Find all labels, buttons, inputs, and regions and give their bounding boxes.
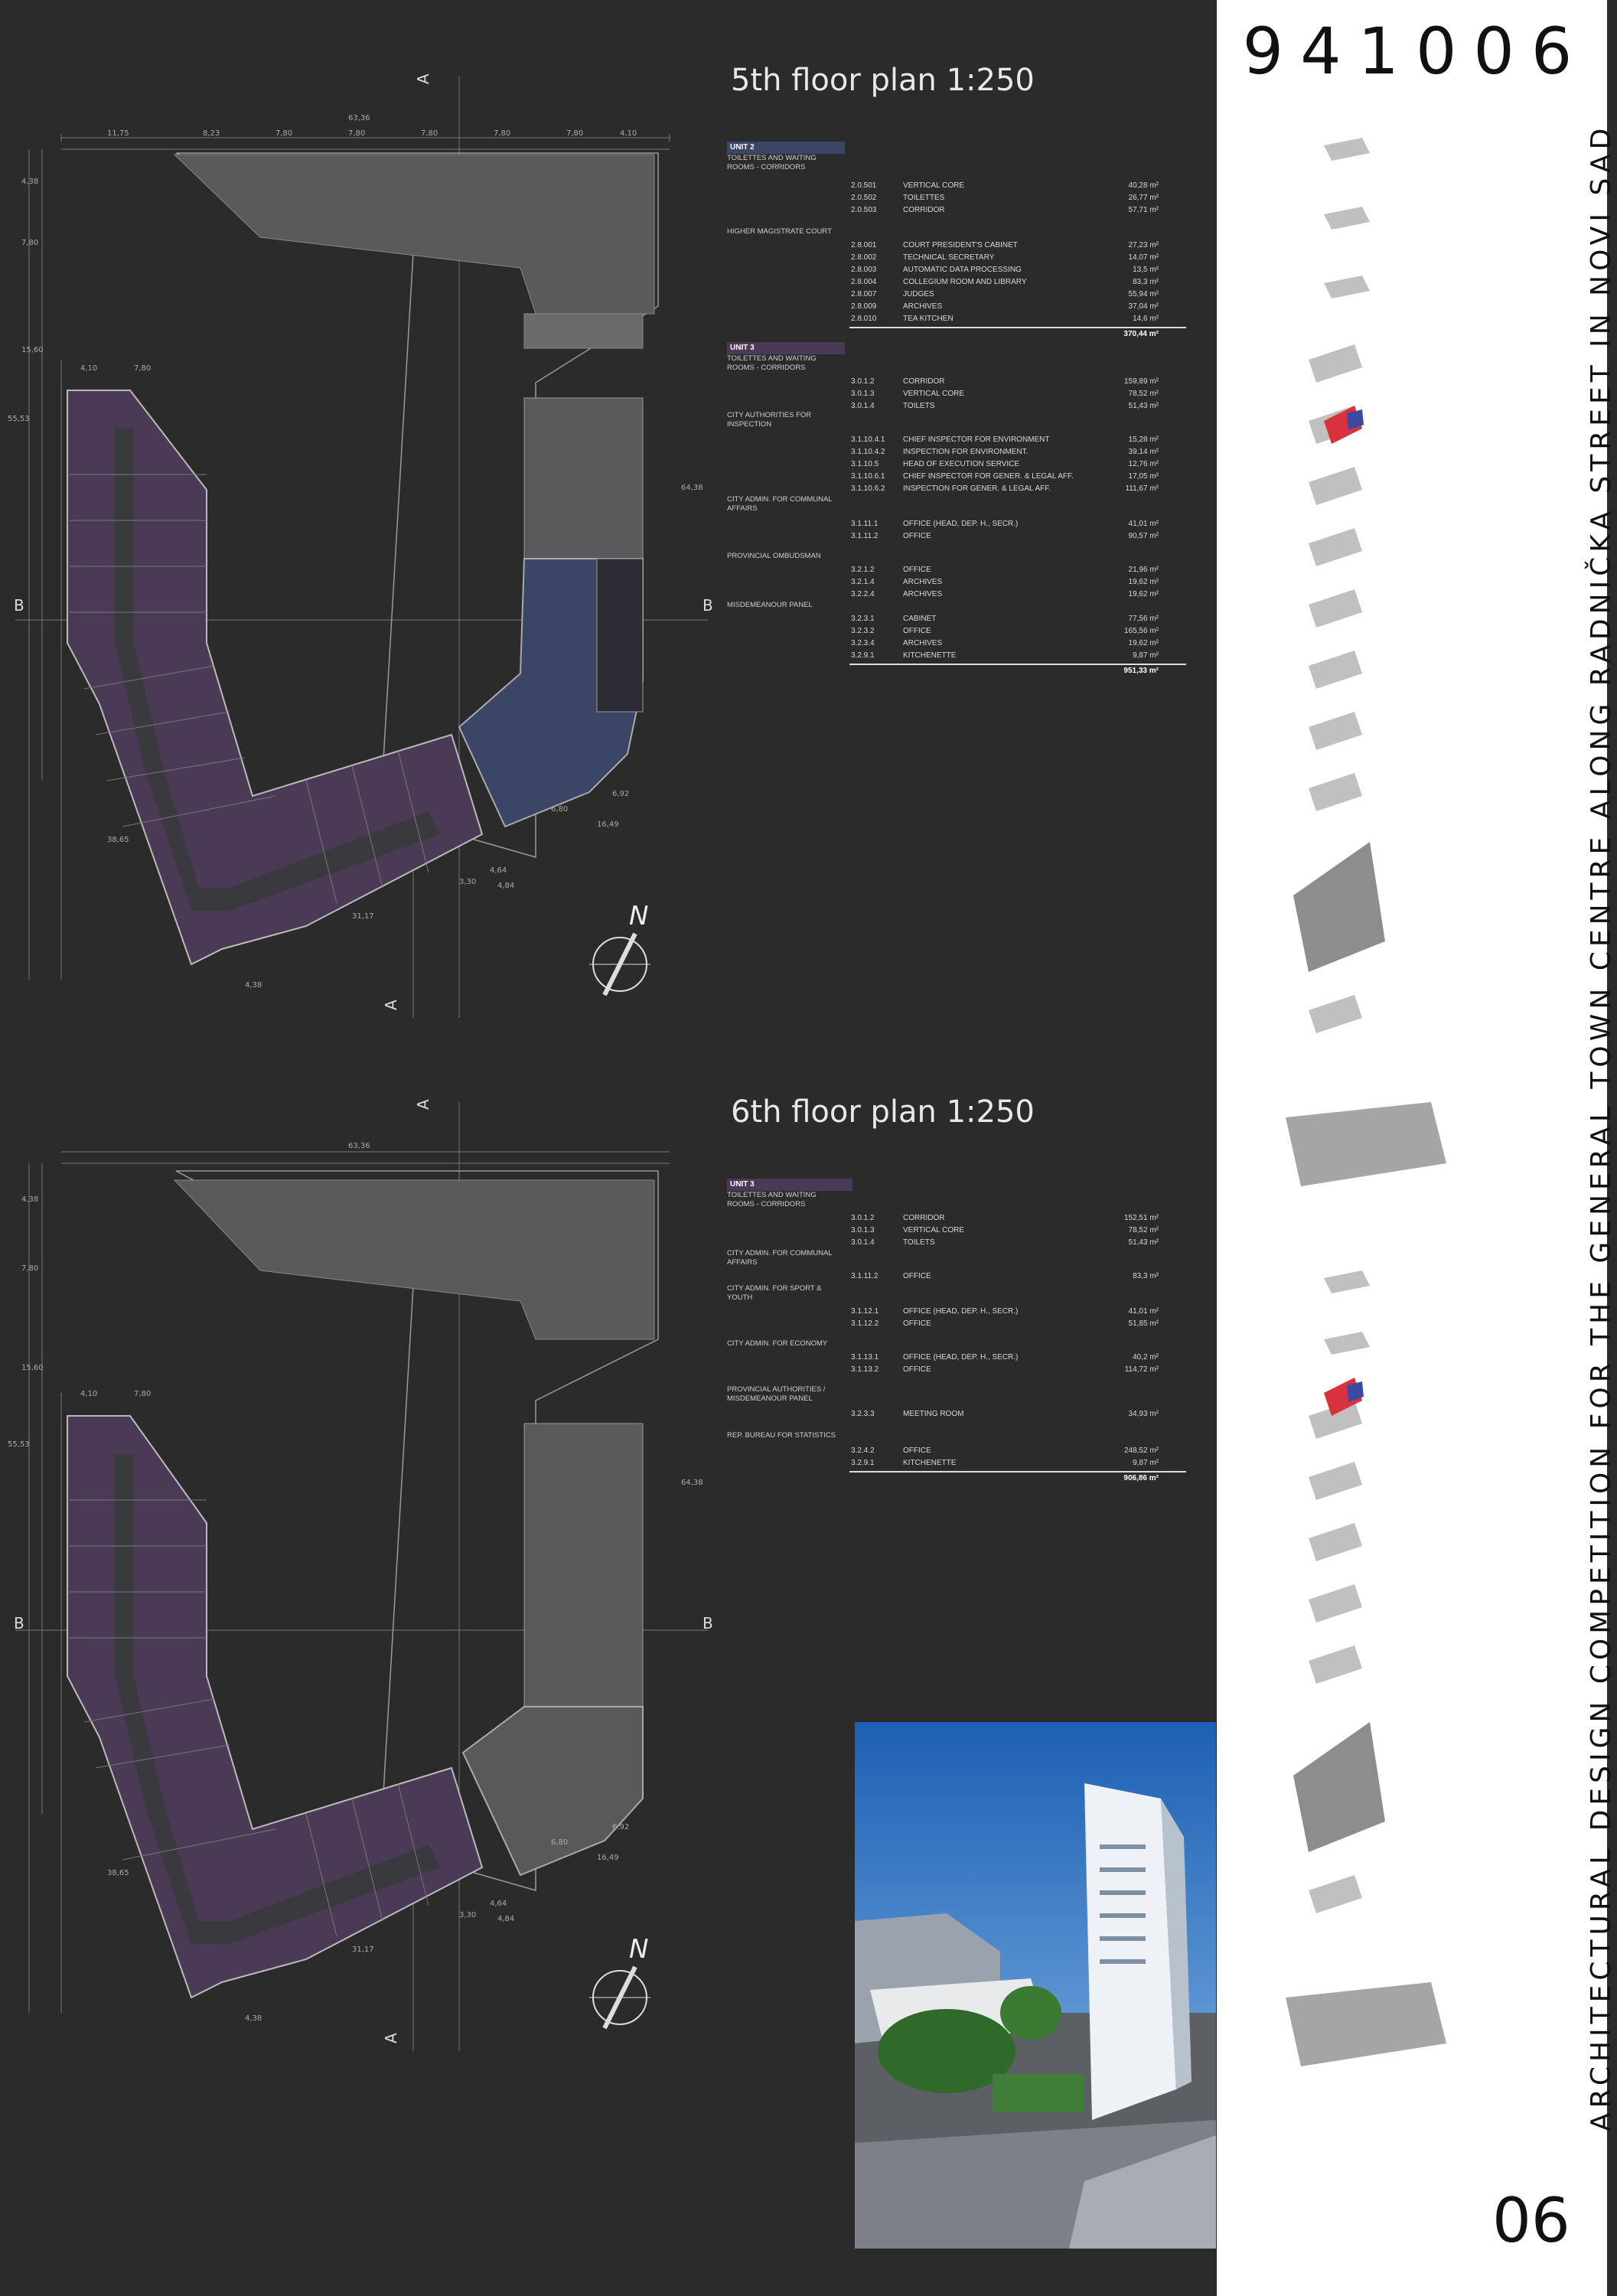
massing-layer xyxy=(1324,138,1370,161)
group-label: CITY ADMIN. FOR SPORT & YOUTH xyxy=(727,1284,822,1302)
sixth-floor-plan xyxy=(0,1094,719,2074)
dim-label: 63,36 xyxy=(348,114,370,122)
unit-heading: UNIT 3 xyxy=(727,342,845,354)
section-label: A xyxy=(414,73,432,84)
dim-label: 11,75 xyxy=(107,129,129,138)
massing-layer xyxy=(1309,1584,1362,1623)
dim-label: 7,80 xyxy=(421,129,438,138)
dim-label: 6,80 xyxy=(551,805,569,814)
fifth-floor-area-table: UNIT 2 TOILETTES AND WAITING ROOMS - CORRIDORS 2.0.501 VERTICAL CORE 40,28 m² 2.0.502 TOILETTES 26,77 m² 2.0.503 CORRIDOR 57,71 m² HIGHER MAGISTRATE COURT 2.8.001 COURT PRESIDENT'S CABINET 27,23 m² 2.8.002 TECHNICAL SECRETARY 14,07 m² 2.8.003 AUTOMATIC DATA PROCESSING 13,5 m² 2.8.004 COLLEGIUM ROOM AND LIBRARY 83,3 m² 2.8.007 JUDGES 55,94 m² 2.8.009 ARCHIVES 37,04 m² 2.8.010 TEA KITCHEN 14,6 m² 370,44 m² UNIT 3 TOILETTES AND WAITING ROOMS - CORRIDORS 3.0.1.2 CORRIDOR 159,89 m² 3.0.1.3 VERTICAL CORE 78,52 m² 3.0.1.4 TOILETS 51,43 m² CITY AUTHORITIES FOR INSPECTION 3.1.10.4.1 CHIEF INSPECTOR FOR ENVIRONMENT 15,28 m² 3.1.10.4.2 INSPECTION FOR ENVIRONMENT. 39,14 m² 3.1.10.5 HEAD OF EXECUTION SERVICE 12,76 m² 3.1.10.6.1 CHIEF INSPECTOR FOR GENER. & LEGAL AFF. 17,05 m² 3.1.10.6.2 INSPECTION FOR GENER. & LEGAL AFF. 111,67 m² CITY ADMIN. FOR COMMUNAL AFFAIRS 3.1.11.1 OFFICE (HEAD, DEP. H., SECR.) 41,01 m² 3.1.11.2 OFFICE 90,57 m² PROVINCIAL OMBUDSMAN 3.2.1.2 OFFICE 21,96 m² 3.2.1.4 ARCHIVES 19,62 m² 3.2.2.4 ARCHIVES 19,62 m² MISDEMEANOUR PANEL 3.2.3.1 CABINET 77,56 m² 3.2.3.2 OFFICE 165,56 m² 3.2.3.4 ARCHIVES 19,62 m² 3.2.9.1 KITCHENETTE 9,87 m² 951,33 m² xyxy=(727,142,1186,677)
dim-label: 7,80 xyxy=(21,1264,39,1273)
dim-label: 7,80 xyxy=(21,239,39,247)
massing-layer xyxy=(1309,467,1362,505)
group-label: TOILETTES AND WAITING ROOMS - CORRIDORS xyxy=(727,354,817,372)
massing-layer xyxy=(1324,1332,1370,1355)
dim-label: 38,65 xyxy=(107,836,129,844)
massing-layer xyxy=(1309,712,1362,750)
north-label: N xyxy=(629,901,649,931)
dim-label: 7,80 xyxy=(134,364,152,373)
dim-label: 6,80 xyxy=(551,1838,569,1847)
dim-label: 31,17 xyxy=(352,912,374,921)
massing-layer xyxy=(1309,528,1362,566)
unit-total: 370,44 m² xyxy=(1123,330,1159,338)
massing-layer xyxy=(1309,589,1362,628)
dim-label: 7,80 xyxy=(348,129,366,138)
dim-label: 7,80 xyxy=(566,129,584,138)
group-label: CITY AUTHORITIES FOR INSPECTION xyxy=(727,411,812,429)
group-label: REP. BUREAU FOR STATISTICS xyxy=(727,1431,836,1440)
section-label: B xyxy=(14,596,24,615)
dim-label: 55,53 xyxy=(8,415,30,423)
project-number: 941006 xyxy=(1242,14,1589,89)
competition-title: ARCHITECTURAL DESIGN COMPETITION FOR THE GENERAL TOWN CENTRE ALONG RADNIČKA STREET IN NOVI SAD xyxy=(1586,123,1617,2131)
dim-label: 63,36 xyxy=(348,1142,370,1150)
dim-label: 4,38 xyxy=(21,178,39,186)
group-label: CITY ADMIN. FOR COMMUNAL AFFAIRS xyxy=(727,1249,833,1267)
massing-layer xyxy=(1324,1270,1370,1293)
unit-heading: UNIT 2 xyxy=(727,142,845,154)
massing-layer xyxy=(1309,1645,1362,1684)
fifth-floor-plan xyxy=(0,61,719,1033)
sixth-floor-area-table: UNIT 3 TOILETTES AND WAITING ROOMS - CORRIDORS 3.0.1.2 CORRIDOR 152,51 m² 3.0.1.3 VERTICAL CORE 78,52 m² 3.0.1.4 TOILETS 51,43 m² CITY ADMIN. FOR COMMUNAL AFFAIRS 3.1.11.2 OFFICE 83,3 m² CITY ADMIN. FOR SPORT & YOUTH 3.1.12.1 OFFICE (HEAD, DEP. H., SECR.) 41,01 m² 3.1.12.2 OFFICE 51,85 m² CITY ADMIN. FOR ECONOMY 3.1.13.1 OFFICE (HEAD, DEP. H., SECR.) 40,2 m² 3.1.13.2 OFFICE 114,72 m² PROVINCIAL AUTHORITIES / MISDEMEANOUR PANEL 3.2.3.3 MEETING ROOM 34,93 m² REP. BUREAU FOR STATISTICS 3.2.4.2 OFFICE 248,52 m² 3.2.9.1 KITCHENETTE 9,87 m² 906,86 m² xyxy=(727,1179,1186,1485)
section-label: B xyxy=(14,1614,24,1632)
unit2-core xyxy=(597,559,643,712)
unit-total: 951,33 m² xyxy=(1123,667,1159,675)
massing-diagram xyxy=(1278,130,1446,2089)
dim-label: 4,38 xyxy=(21,1195,39,1204)
massing-layer xyxy=(1324,276,1370,298)
bridge-block xyxy=(524,314,643,348)
right-wing-lower xyxy=(463,1707,643,1875)
section-label: B xyxy=(703,596,713,615)
right-wing-roof xyxy=(524,398,643,559)
dim-label: 4,10 xyxy=(80,364,98,373)
dim-label: 7,80 xyxy=(494,129,511,138)
dim-label: 38,65 xyxy=(107,1869,129,1877)
massing-layer xyxy=(1309,651,1362,689)
north-arrow-icon xyxy=(589,934,650,995)
group-label: PROVINCIAL OMBUDSMAN xyxy=(727,552,821,560)
sheet-number: 06 xyxy=(1492,2185,1570,2256)
massing-layer xyxy=(1309,1875,1362,1913)
total-rule xyxy=(849,327,1186,328)
section-label: B xyxy=(703,1614,713,1632)
dim-label: 3,30 xyxy=(459,878,477,886)
total-rule xyxy=(849,664,1186,665)
building-render-image xyxy=(855,1722,1216,2249)
sixth-floor-title: 6th floor plan 1:250 xyxy=(731,1094,1035,1130)
dim-label: 4,84 xyxy=(497,1915,515,1923)
tower xyxy=(1084,1783,1176,2120)
group-label: TOILETTES AND WAITING ROOMS - CORRIDORS xyxy=(727,1191,817,1208)
massing-layer xyxy=(1286,1102,1446,1186)
group-label: CITY ADMIN. FOR ECONOMY xyxy=(727,1339,828,1348)
massing-layer xyxy=(1309,344,1362,383)
unit-total: 906,86 m² xyxy=(1123,1474,1159,1482)
fifth-floor-title: 5th floor plan 1:250 xyxy=(731,63,1035,98)
massing-layer xyxy=(1324,207,1370,230)
dim-label: 15,60 xyxy=(21,1364,44,1372)
dim-label: 4,10 xyxy=(80,1390,98,1398)
dim-label: 64,38 xyxy=(681,1479,703,1487)
dim-label: 31,17 xyxy=(352,1945,374,1954)
dim-label: 8,23 xyxy=(203,129,220,138)
section-label: A xyxy=(382,2033,400,2043)
dim-label: 3,30 xyxy=(459,1911,477,1919)
section-label: A xyxy=(382,1000,400,1010)
upper-building xyxy=(174,155,654,314)
massing-layer xyxy=(1309,773,1362,811)
massing-layer xyxy=(1309,995,1362,1033)
dim-label: 16,49 xyxy=(597,820,619,829)
group-label: PROVINCIAL AUTHORITIES / MISDEMEANOUR PANEL xyxy=(727,1385,826,1403)
dim-label: 15,60 xyxy=(21,346,44,354)
dim-label: 4,10 xyxy=(620,129,637,138)
group-label: HIGHER MAGISTRATE COURT xyxy=(727,227,832,236)
upper-building xyxy=(174,1180,654,1339)
dim-label: 64,38 xyxy=(681,484,703,492)
dim-label: 4,64 xyxy=(490,866,507,875)
massing-layer xyxy=(1309,1523,1362,1561)
dim-label: 6,92 xyxy=(612,1823,630,1831)
group-label: TOILETTES AND WAITING ROOMS - CORRIDORS xyxy=(727,154,817,171)
dim-label: 55,53 xyxy=(8,1440,30,1449)
unit-heading: UNIT 3 xyxy=(727,1179,853,1191)
massing-layer xyxy=(1293,1722,1385,1852)
dim-label: 4,84 xyxy=(497,882,515,890)
dim-label: 4,64 xyxy=(490,1900,507,1908)
dim-label: 7,80 xyxy=(134,1390,152,1398)
dim-label: 6,92 xyxy=(612,790,630,798)
north-arrow-icon xyxy=(589,1967,650,2028)
dim-label: 7,80 xyxy=(275,129,293,138)
massing-layer xyxy=(1293,842,1385,972)
dim-label: 4,38 xyxy=(245,2014,262,2023)
massing-layer xyxy=(1286,1982,1446,2066)
north-label: N xyxy=(629,1934,649,1965)
group-label: CITY ADMIN. FOR COMMUNAL AFFAIRS xyxy=(727,495,833,513)
total-rule xyxy=(849,1471,1186,1473)
dim-label: 16,49 xyxy=(597,1854,619,1862)
section-label: A xyxy=(414,1099,432,1110)
dim-label: 4,38 xyxy=(245,981,262,990)
right-wing-roof xyxy=(524,1424,643,1707)
group-label: MISDEMEANOUR PANEL xyxy=(727,601,813,609)
massing-layer xyxy=(1309,1462,1362,1500)
